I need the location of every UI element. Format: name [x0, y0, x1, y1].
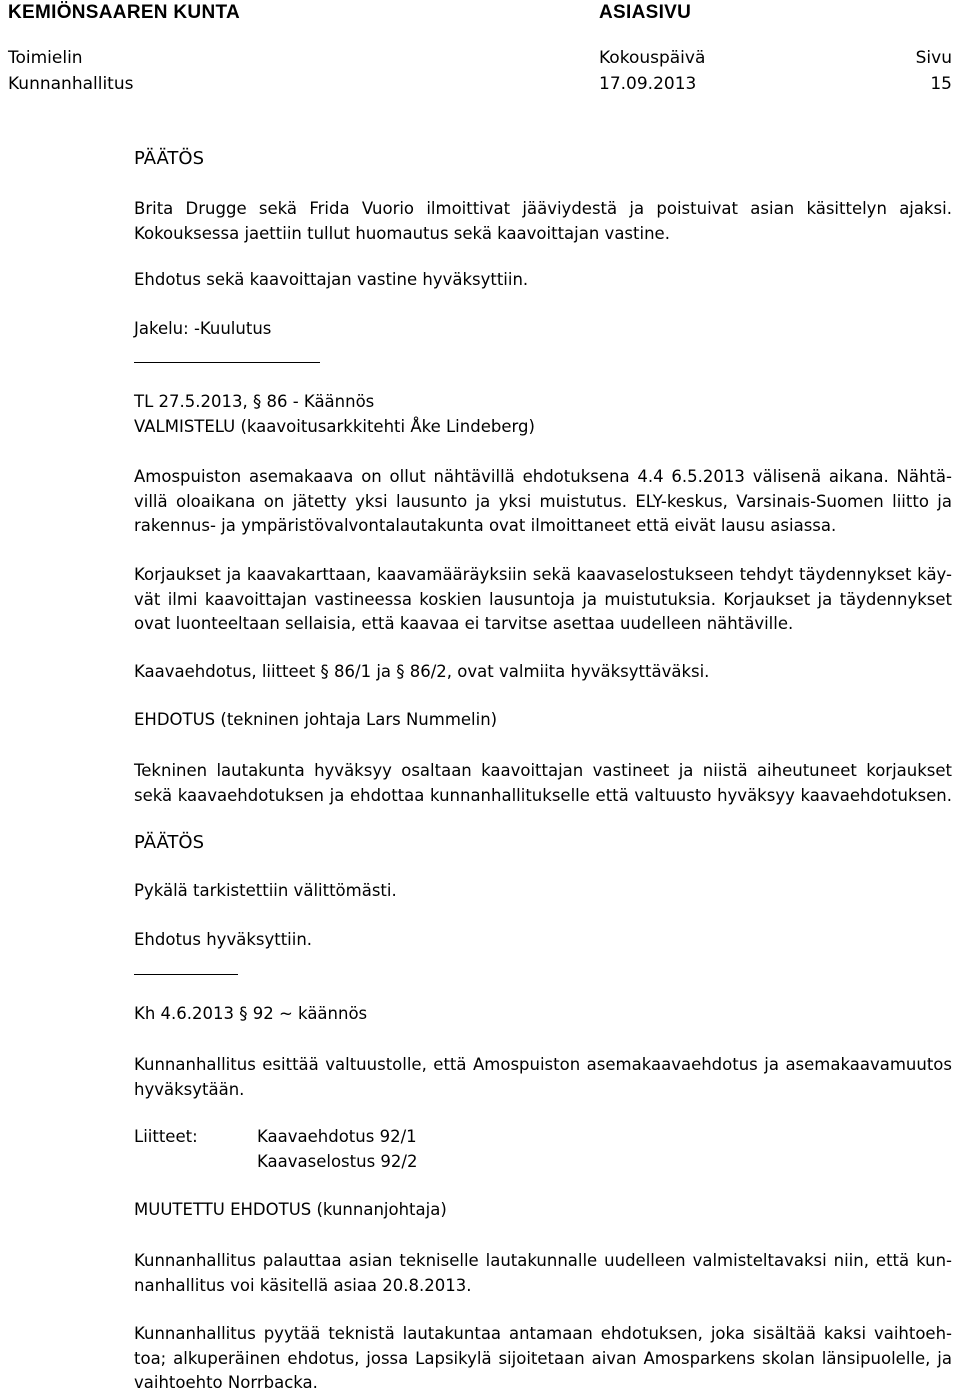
- decision-paragraph-1: [134, 197, 952, 246]
- attachments-label: Liitteet:: [134, 1127, 198, 1146]
- tl-paragraph-1: [134, 465, 952, 539]
- text-line: sekä kaavaehdotuksen ja ehdottaa kunnanhallitukselle että valtuusto hyväksyy kaavaehdotuksen.: [134, 785, 952, 805]
- text-line: ovat luonteeltaan sellaisia, että kaavaa ei tarvitse asettaa uudelleen nähtäville.: [134, 614, 794, 633]
- text-line: Kokouksessa jaettiin tullut huomautus sekä kaavoittajan vastine.: [134, 223, 670, 243]
- text-line: Kunnanhallitus pyytää teknistä lautakuntaa antamaan ehdotuksen, joka sisältää kaksi vaihtoeh-: [134, 1324, 952, 1343]
- text-line: toa; alkuperäinen ehdotus, jossa Lapsikylä sijoitetaan aivan Amosparkens skolan länsipuolelle, ja: [134, 1348, 952, 1368]
- text-line: vät ilmi kaavoittajan vastineessa koskien lausuntoja ja muistutuksia. Korjaukset ja täydennykset: [134, 589, 952, 609]
- organ-value: Kunnanhallitus: [8, 74, 134, 94]
- attachment-item: Kaavaehdotus 92/1: [257, 1127, 417, 1146]
- document-type: ASIASIVU: [599, 2, 692, 23]
- tl-paragraph-5: Pykälä tarkistettiin välittömästi.: [134, 881, 397, 900]
- text-line: vaihtoehto Norrbacka.: [134, 1373, 318, 1392]
- text-line: Brita Drugge sekä Frida Vuorio ilmoittivat jääviydestä ja poistuivat asian käsittelyn ajaksi.: [134, 199, 952, 218]
- page-label: Sivu: [915, 48, 952, 68]
- proposal-heading: EHDOTUS (tekninen johtaja Lars Nummelin): [134, 710, 498, 729]
- kh-paragraph-2: [134, 1249, 952, 1298]
- tl-paragraph-2: [134, 563, 952, 637]
- text-line: rakennus- ja ympäristövalvontalautakunta ovat ilmoittaneet että eivät lausu asiassa.: [134, 516, 837, 535]
- text-line: hyväksytään.: [134, 1079, 245, 1099]
- attachment-item: Kaavaselostus 92/2: [257, 1152, 418, 1171]
- tl-paragraph-3: Kaavaehdotus, liitteet § 86/1 ja § 86/2, ovat valmiita hyväksyttäväksi.: [134, 662, 710, 681]
- decision-heading-1: PÄÄTÖS: [134, 148, 205, 169]
- preparation-heading: VALMISTELU (kaavoitusarkkitehti Åke Lindeberg): [134, 417, 535, 436]
- separator-line: [134, 974, 238, 975]
- decision-paragraph-2: Ehdotus sekä kaavoittajan vastine hyväksyttiin.: [134, 270, 529, 289]
- kh-reference: Kh 4.6.2013 § 92 ~ käännös: [134, 1004, 368, 1023]
- tl-paragraph-6: Ehdotus hyväksyttiin.: [134, 930, 313, 949]
- text-line: Amospuiston asemakaava on ollut nähtävillä ehdotuksena 4.4 6.5.2013 välisenä aikana. Nähtä-: [134, 467, 952, 486]
- text-line: Tekninen lautakunta hyväksyy osaltaan kaavoittajan vastineet ja niistä aiheutuneet korjaukset: [134, 761, 952, 780]
- amended-proposal-heading: MUUTETTU EHDOTUS (kunnanjohtaja): [134, 1200, 447, 1219]
- kh-paragraph-1: [134, 1053, 952, 1102]
- separator-line: [134, 362, 320, 363]
- organ-label: Toimielin: [8, 48, 83, 68]
- kh-paragraph-3: [134, 1322, 952, 1396]
- decision-heading-2: PÄÄTÖS: [134, 832, 205, 853]
- meeting-date-value: 17.09.2013: [599, 74, 697, 94]
- text-line: Kunnanhallitus esittää valtuustolle, että Amospuiston asemakaavaehdotus ja asemakaavamuutos: [134, 1055, 952, 1074]
- text-line: Kunnanhallitus palauttaa asian tekniselle lautakunnalle uudelleen valmisteltavaksi niin, että kun-: [134, 1251, 952, 1270]
- text-line: nanhallitus voi käsitellä asiaa 20.8.2013.: [134, 1275, 472, 1295]
- municipality-name: KEMIÖNSAAREN KUNTA: [8, 2, 240, 23]
- tl-reference: TL 27.5.2013, § 86 - Käännös: [134, 392, 375, 411]
- distribution-line: Jakelu: -Kuulutus: [134, 319, 272, 338]
- tl-paragraph-4: [134, 759, 952, 808]
- page-number: 15: [930, 74, 952, 94]
- text-line: villä oloaikana on jätetty yksi lausunto ja yksi muistutus. ELY-keskus, Varsinais-Suomen liitto ja: [134, 491, 952, 511]
- text-line: Korjaukset ja kaavakarttaan, kaavamääräyksiin sekä kaavaselostukseen tehdyt täydennykset käy-: [134, 565, 952, 584]
- meeting-date-label: Kokouspäivä: [599, 48, 706, 68]
